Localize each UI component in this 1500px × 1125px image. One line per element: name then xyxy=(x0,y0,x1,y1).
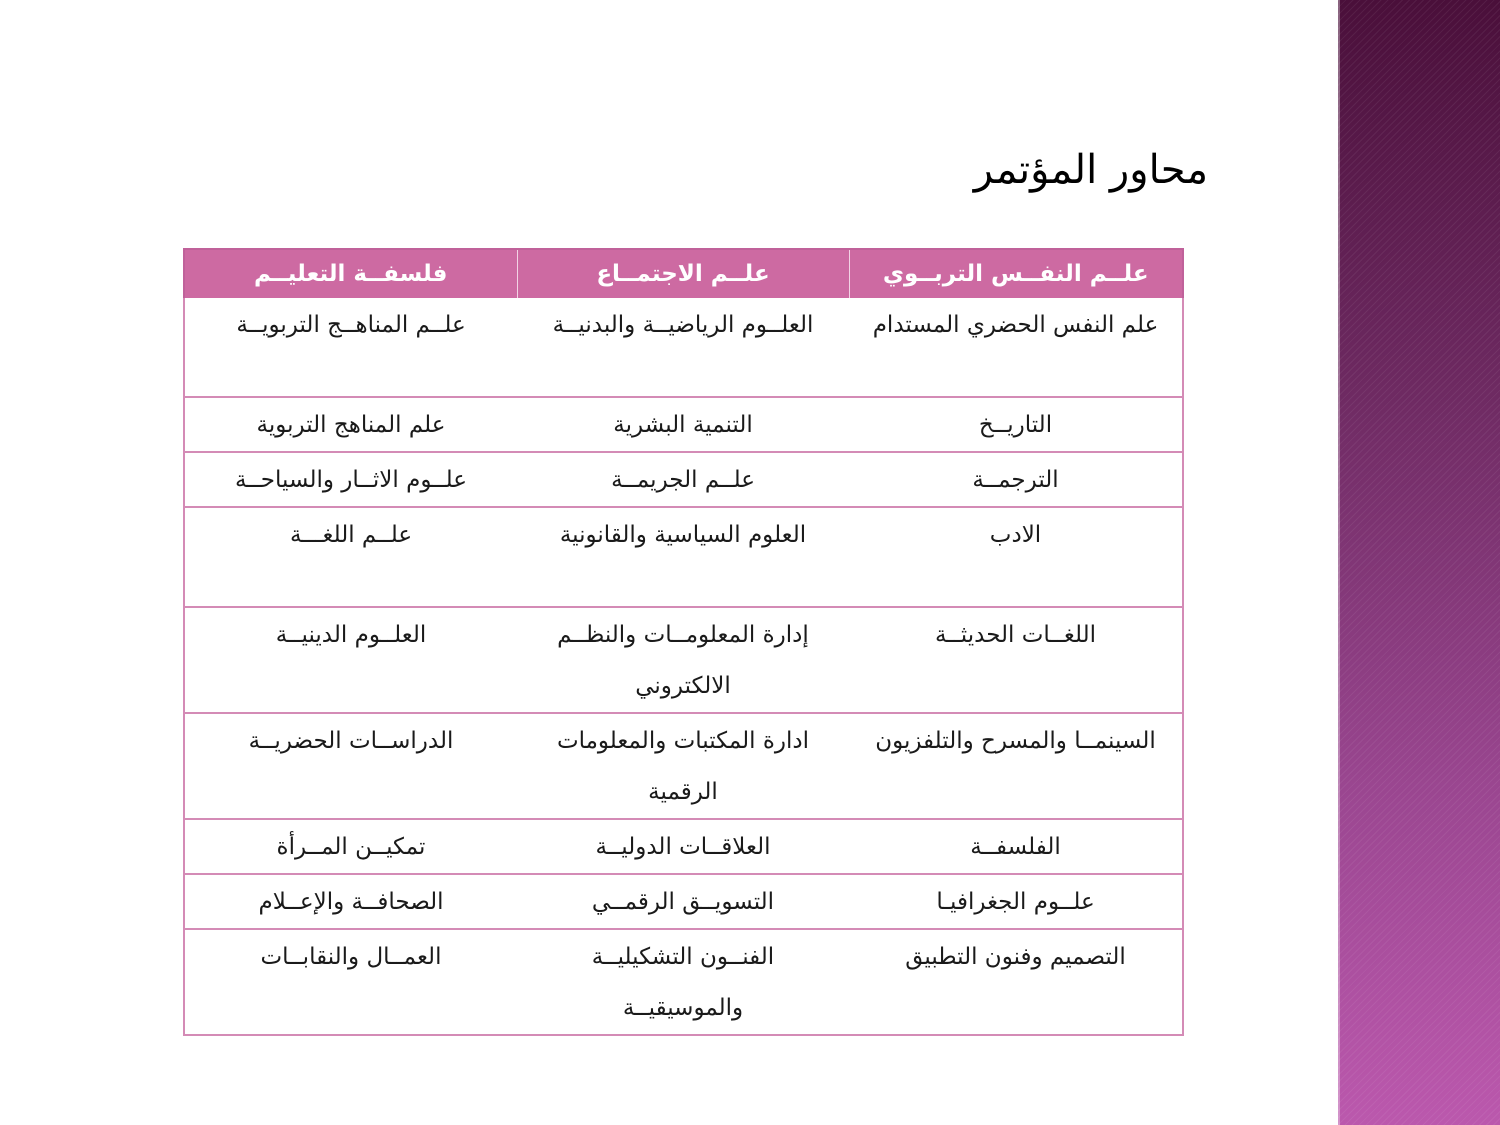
table-row xyxy=(184,452,1183,507)
table-cell: علم المناهج التربوية xyxy=(184,397,517,452)
table-cell: ادارة المكتبات والمعلومات الرقمية xyxy=(517,713,849,819)
table-cell: علم النفس الحضري المستدام xyxy=(849,298,1183,397)
table-cell: السينمــا والمسرح والتلفزيون xyxy=(849,713,1183,819)
table-row xyxy=(184,713,1183,819)
side-bar-edge xyxy=(1338,0,1340,1125)
table-row xyxy=(184,929,1183,1035)
table-row xyxy=(184,607,1183,713)
table-cell: علــم الجريمــة xyxy=(517,452,849,507)
table-cell: الفلسفــة xyxy=(849,819,1183,874)
side-bar-pattern xyxy=(1338,0,1500,1125)
table-cell: العمــال والنقابــات xyxy=(184,929,517,1035)
table-cell: العلــوم الدينيــة xyxy=(184,607,517,713)
table-cell: الفنــون التشكيليــة والموسيقيــة xyxy=(517,929,849,1035)
table-cell: التاريــخ xyxy=(849,397,1183,452)
table-cell: العلــوم الرياضيــة والبدنيــة xyxy=(517,298,849,397)
table-row xyxy=(184,397,1183,452)
table-cell: علــوم الاثــار والسياحــة xyxy=(184,452,517,507)
table-cell: التسويــق الرقمــي xyxy=(517,874,849,929)
table-cell: التنمية البشرية xyxy=(517,397,849,452)
table-header-row xyxy=(184,249,1183,298)
table-cell: الادب xyxy=(849,507,1183,607)
table-row xyxy=(184,507,1183,607)
table-cell: التصميم وفنون التطبيق xyxy=(849,929,1183,1035)
table-cell: الدراســات الحضريــة xyxy=(184,713,517,819)
slide-title: محاور المؤتمر xyxy=(973,147,1208,193)
table-row xyxy=(184,298,1183,397)
table-cell: اللغــات الحديثــة xyxy=(849,607,1183,713)
header-sociology: علــم الاجتمــاع xyxy=(517,249,849,298)
table-cell: علــوم الجغرافيـا xyxy=(849,874,1183,929)
table-cell: الصحافــة والإعــلام xyxy=(184,874,517,929)
table-cell: إدارة المعلومــات والنظــم الالكتروني xyxy=(517,607,849,713)
table-cell: علــم اللغـــة xyxy=(184,507,517,607)
header-educational-psychology: علــم النفــس التربــوي xyxy=(849,249,1183,298)
table-cell: تمكيــن المــرأة xyxy=(184,819,517,874)
conference-topics-table xyxy=(183,248,1184,1036)
table-cell: الترجمــة xyxy=(849,452,1183,507)
table-row xyxy=(184,819,1183,874)
decorative-side-bar xyxy=(1338,0,1500,1125)
table-cell: العلوم السياسية والقانونية xyxy=(517,507,849,607)
header-philosophy-of-education: فلسفــة التعليــم xyxy=(184,249,517,298)
table-row xyxy=(184,874,1183,929)
table-cell: علــم المناهــج التربويــة xyxy=(184,298,517,397)
table-cell: العلاقــات الدوليــة xyxy=(517,819,849,874)
